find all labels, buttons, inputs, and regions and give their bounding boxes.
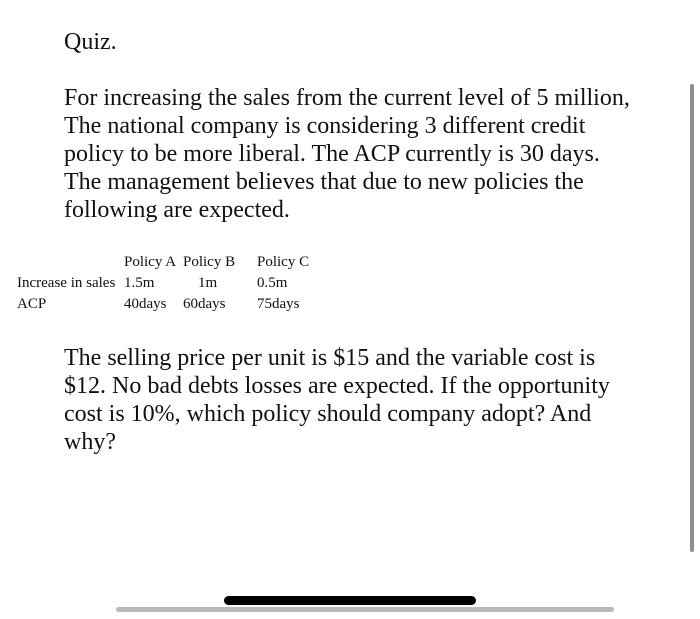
table-header-cell: Policy A [124,254,177,270]
intro-line: The national company is considering 3 different credit [64,113,586,139]
table-header-cell [17,252,124,273]
policy-table [17,252,327,315]
intro-line: The management believes that due to new policies the [64,169,584,195]
vertical-scrollbar[interactable] [690,84,694,552]
table-row [17,294,327,315]
table-header-cell: Policy C [257,254,310,270]
table-cell: ACP [17,296,47,312]
table-cell: 1.5m [124,275,155,291]
closing-line: The selling price per unit is $15 and the variable cost is [64,345,596,371]
closing-paragraph [64,344,664,456]
table-header-cell: Policy B [183,254,236,270]
table-header-row [17,252,327,273]
intro-line: following are expected. [64,197,290,223]
table-cell: 40days [124,296,167,312]
table-cell: Increase in sales [17,275,116,291]
table-cell: 60days [183,296,226,312]
quiz-title: Quiz. [64,29,117,55]
intro-paragraph [64,84,664,224]
intro-line: For increasing the sales from the current level of 5 million, [64,85,630,111]
closing-line: $12. No bad debts losses are expected. If the opportunity [64,373,610,399]
closing-line: why? [64,429,116,455]
bottom-scroll-track [116,607,614,612]
table-cell: 0.5m [257,275,288,291]
table-cell: 1m [198,275,218,291]
home-indicator[interactable] [224,596,476,605]
closing-line: cost is 10%, which policy should company adopt? And [64,401,592,427]
table-cell: 75days [257,296,300,312]
table-row [17,273,327,294]
intro-line: policy to be more liberal. The ACP currently is 30 days. [64,141,600,167]
